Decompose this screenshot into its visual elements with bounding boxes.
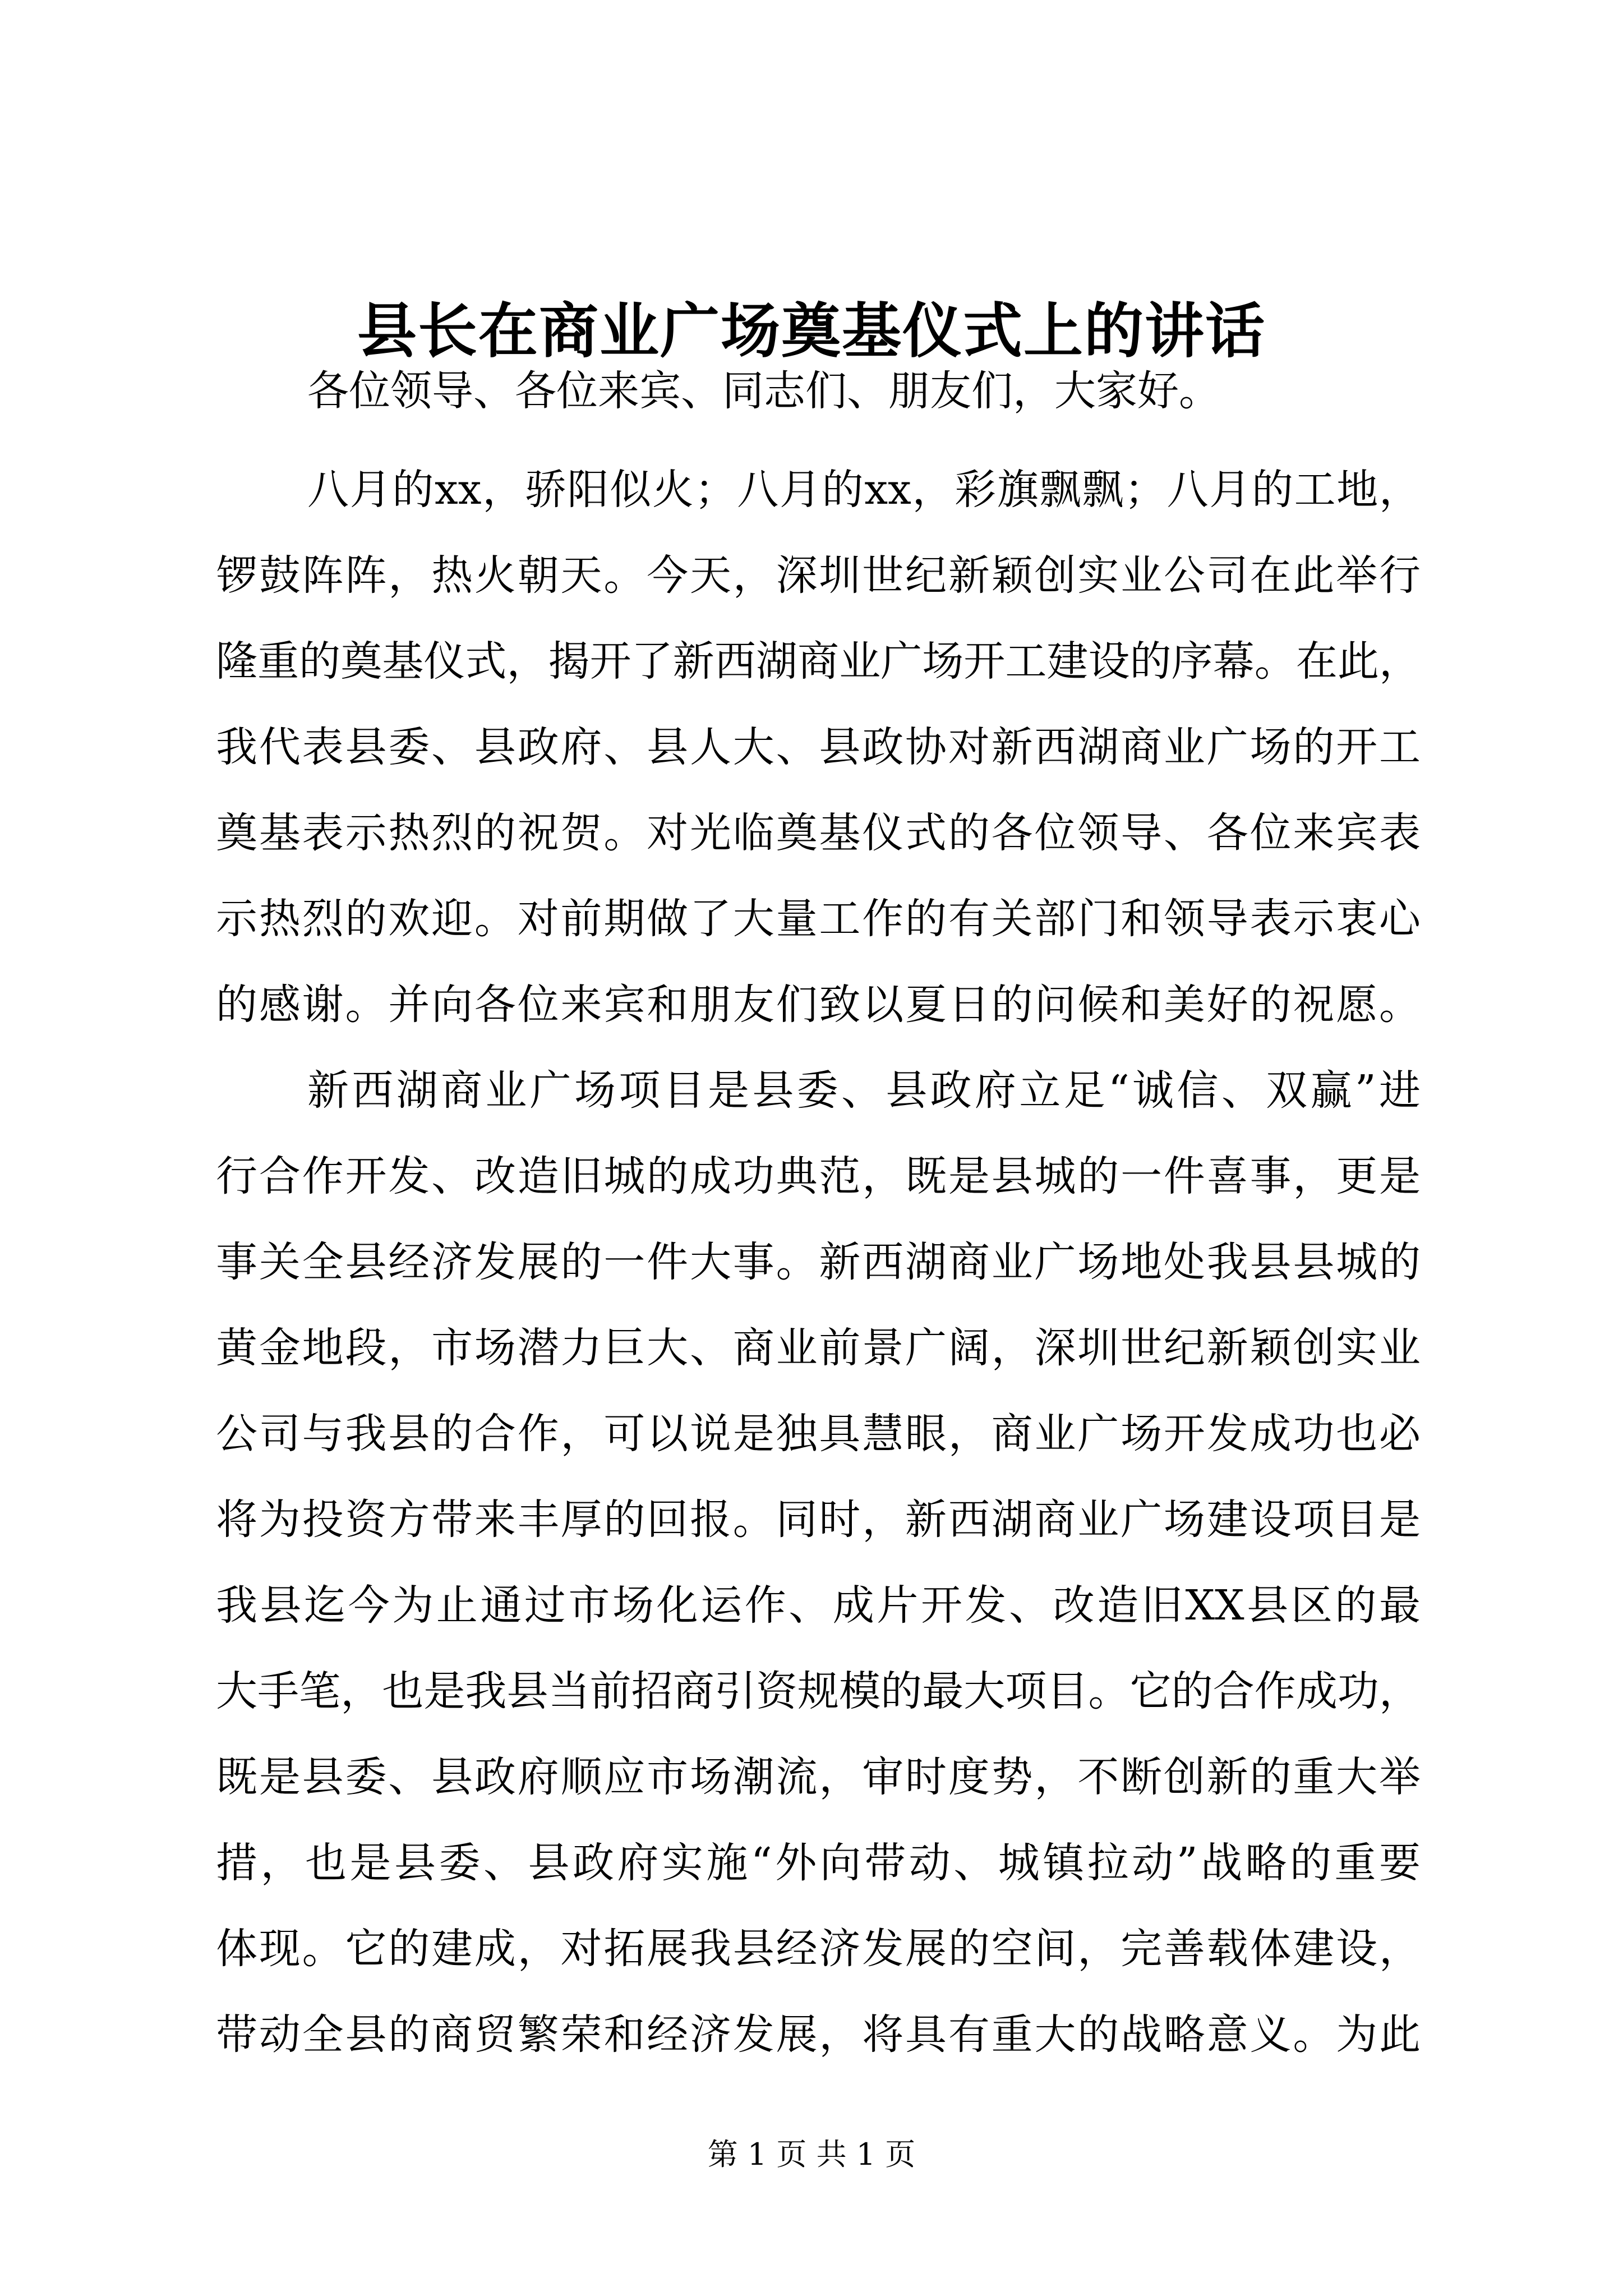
paragraph-line: 公司与我县的合作，可以说是独具慧眼，商业广场开发成功也必	[216, 1410, 1421, 1458]
paragraph-line: 隆重的奠基仪式，揭开了新西湖商业广场开工建设的序幕。在此，	[216, 637, 1421, 685]
paragraph-line: 示热烈的欢迎。对前期做了大量工作的有关部门和领导表示衷心	[216, 895, 1421, 943]
paragraph-line: 我代表县委、县政府、县人大、县政协对新西湖商业广场的开工	[216, 723, 1421, 771]
paragraph-line: 锣鼓阵阵，热火朝天。今天，深圳世纪新颖创实业公司在此举行	[216, 551, 1421, 600]
page-number-footer: 第 1 页 共 1 页	[707, 2137, 916, 2172]
paragraph-line: 体现。它的建成，对拓展我县经济发展的空间，完善载体建设，	[216, 1925, 1421, 1973]
paragraph-line: 带动全县的商贸繁荣和经济发展，将具有重大的战略意义。为此	[216, 2010, 1421, 2059]
paragraph-line: 事关全县经济发展的一件大事。新西湖商业广场地处我县县城的	[216, 1238, 1421, 1286]
paragraph-line: 既是县委、县政府顺应市场潮流，审时度势，不断创新的重大举	[216, 1753, 1421, 1801]
paragraph-line: 我县迄今为止通过市场化运作、成片开发、改造旧XX县区的最	[216, 1581, 1421, 1630]
paragraph-line: 新西湖商业广场项目是县委、县政府立足“诚信、双赢”进	[307, 1066, 1421, 1115]
paragraph-line: 行合作开发、改造旧城的成功典范，既是县城的一件喜事，更是	[216, 1152, 1421, 1200]
paragraph-line: 八月的xx，骄阳似火；八月的xx，彩旗飘飘；八月的工地，	[307, 466, 1421, 514]
paragraph-line-greeting: 各位领导、各位来宾、同志们、朋友们，大家好。	[307, 367, 1220, 415]
paragraph-line: 措，也是县委、县政府实施“外向带动、城镇拉动”战略的重要	[216, 1839, 1421, 1887]
paragraph-line: 的感谢。并向各位来宾和朋友们致以夏日的问候和美好的祝愿。	[216, 981, 1421, 1029]
document-title: 县长在商业广场奠基仪式上的讲话	[357, 296, 1266, 366]
paragraph-line: 黄金地段，市场潜力巨大、商业前景广阔，深圳世纪新颖创实业	[216, 1324, 1421, 1372]
paragraph-line: 将为投资方带来丰厚的回报。同时，新西湖商业广场建设项目是	[216, 1496, 1421, 1544]
paragraph-line: 奠基表示热烈的祝贺。对光临奠基仪式的各位领导、各位来宾表	[216, 809, 1421, 857]
paragraph-line: 大手笔，也是我县当前招商引资规模的最大项目。它的合作成功，	[216, 1667, 1421, 1715]
